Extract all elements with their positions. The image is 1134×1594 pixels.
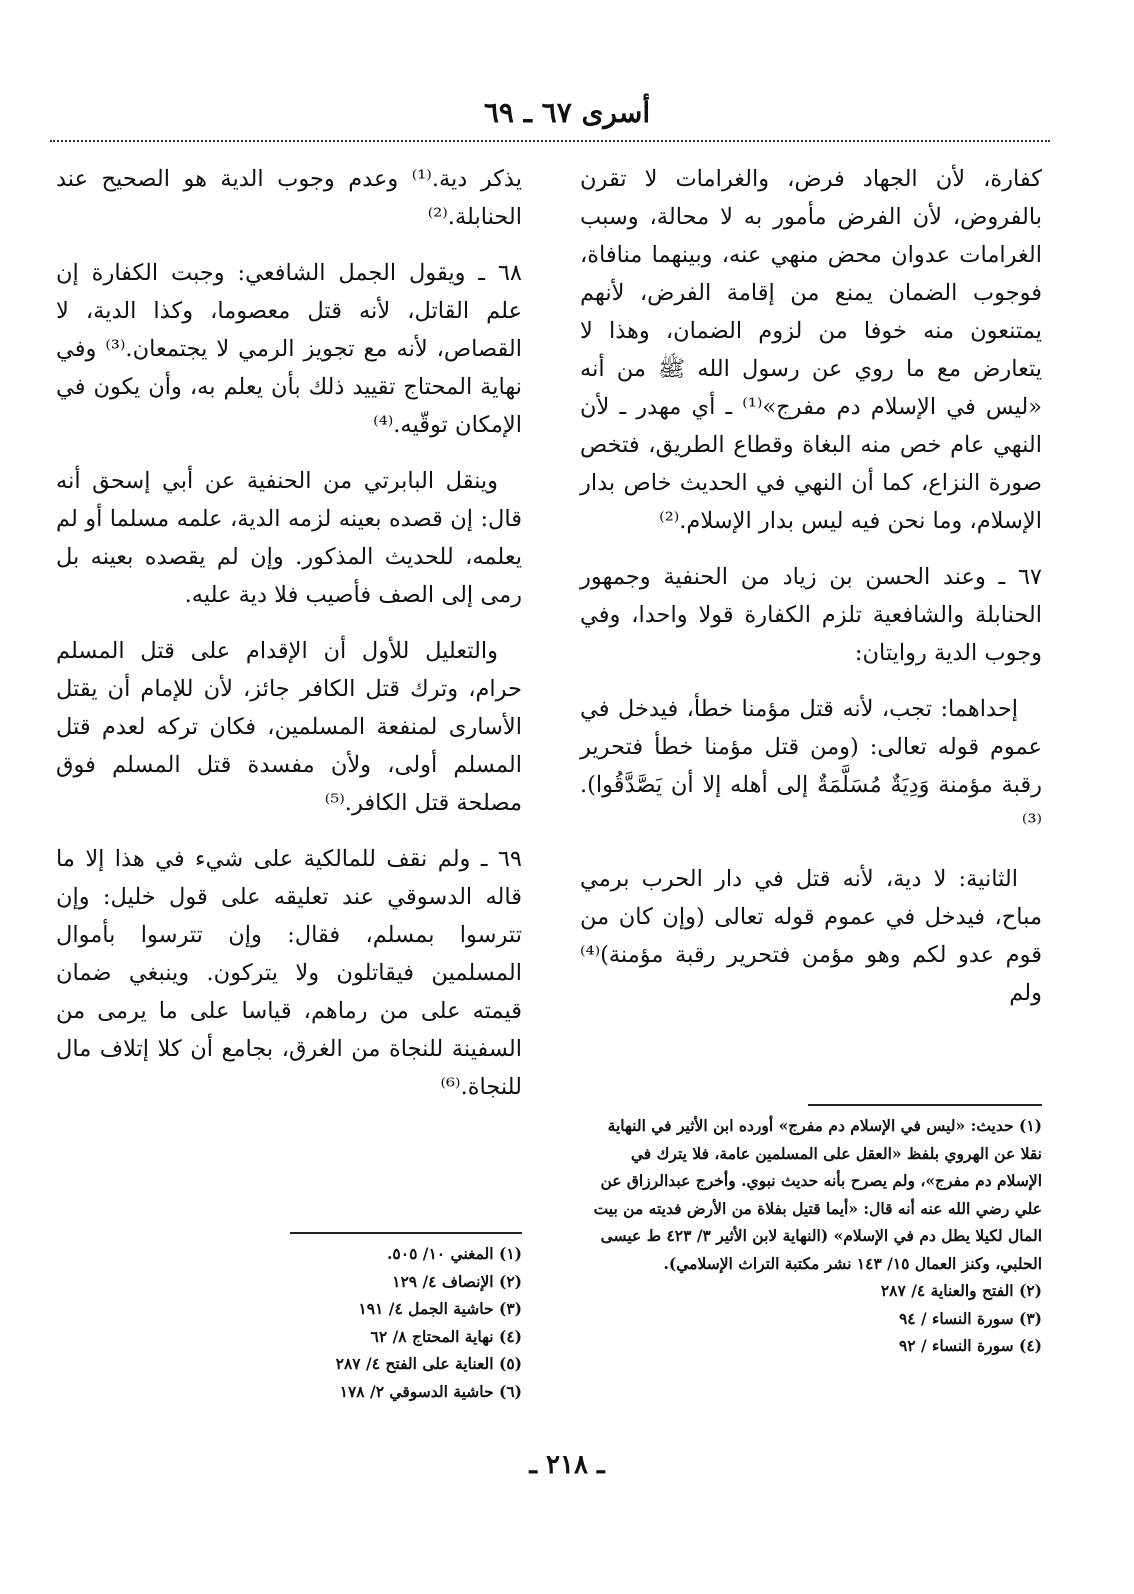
paragraph-67: ٦٧ ـ وعند الحسن بن زياد من الحنفية وجمهور الحنابلة والشافعية تلزم الكفارة قولا واحدا، وفي وجوب الدية روايتان: xyxy=(580,564,1042,666)
running-header: أسرى ٦٧ ـ ٦٩ xyxy=(483,96,651,129)
paragraph: إحداهما: تجب، لأنه قتل مؤمنا خطأ، فيدخل في عموم قوله تعالى: (ومن قتل مؤمنا خطأ فتحرير رقبة مؤمنة وَدِيَةٌ مُسَلَّمَةٌ إلى أهله إلا أن يَصَّدَّقُوا).⁽³⁾ xyxy=(580,696,1042,836)
footnote-divider xyxy=(808,1104,1042,1106)
footnote: (٤) سورة النساء / ٩٢ xyxy=(898,1336,1042,1355)
paragraph: والتعليل للأول أن الإقدام على قتل المسلم حرام، وترك قتل الكافر جائز، لأن للإمام أن يقتل الأسارى لمنفعة المسلمين، فكان تركه لعدم قتل المسلم أولى، ولأن مفسدة قتل المسلم فوق مصلحة قتل الكافر.⁽⁵⁾ xyxy=(56,638,522,816)
footnote: (٢) الفتح والعناية ٤/ ٢٨٧ xyxy=(880,1281,1042,1300)
right-column xyxy=(580,160,1042,1030)
paragraph: كفارة، لأن الجهاد فرض، والغرامات لا تقرن بالفروض، لأن الفرض مأمور به لا محالة، وسبب الغرامات عدوان محض منهي عنه، وبينهما منافاة، فوجوب الضمان يمنع من إقامة الفرض، لأنهم يمتنعون منه خوفا من لزوم الضمان، وهذا لا يتعارض مع ما روي عن رسول الله ﷺ من أنه «ليس في الإسلام دم مفرج»⁽¹⁾ ـ أي مهدر ـ لأن النهي عام خص منه البغاة وقطاع الطريق، فتخص صورة النزاع، كما أن النهي في الحديث خاص بدار الإسلام، وما نحن فيه ليس بدار الإسلام.⁽²⁾ xyxy=(580,166,1043,534)
page-number: ـ ٢١٨ ـ xyxy=(529,1450,605,1480)
footnote: (٢) الإنصاف ٤/ ١٢٩ xyxy=(392,1271,522,1291)
footnote-divider xyxy=(290,1232,522,1234)
footnote: (١) المغني ١٠/ ٥٠٥. xyxy=(387,1244,522,1263)
paragraph: وينقل البابرتي من الحنفية عن أبي إسحق أنه قال: إن قصده بعينه لزمه الدية، علمه مسلما أو لم يعلمه، للحديث المذكور. وإن لم يقصده بعينه بل رمى إلى الصف فأصيب فلا دية عليه. xyxy=(56,468,522,608)
footnotes-right xyxy=(590,1112,1042,1360)
footnote: (٣) سورة النساء / ٩٤ xyxy=(898,1308,1042,1328)
left-column xyxy=(56,160,522,1124)
paragraph-69: ٦٩ ـ ولم نقف للمالكية على شيء في هذا إلا ما قاله الدسوقي عند تعليقه على قول خليل: وإن تترسوا بمسلم، فقال: وإن تترسوا بأموال المسلمين فيقاتلون ولا يتركون. وينبغي ضمان قيمته على من رماهم، قياسا على ما يرمى من السفينة للنجاة من الغرق، بجامع أن كلا إتلاف مال للنجاة.⁽⁶⁾ xyxy=(56,846,522,1100)
footnote: (١) حديث: «ليس في الإسلام دم مفرج» أورده ابن الأثير في النهاية نقلا عن الهروي بلفظ «العقل على المسلمين عامة، فلا يترك في الإسلام دم مفرج»، ولم يصرح بأنه حديث نبوي. وأخرج عبدالرزاق عن علي رضي الله عنه أنه قال: «أيما قتيل بفلاة من الأرض فديته من بيت المال لكيلا يطل دم في الإسلام» (النهاية لابن الأثير ٣/ ٤٢٣ ط عيسى الحلبي، وكنز العمال ١٥/ ١٤٣ نشر مكتبة التراث الإسلامي). xyxy=(593,1116,1042,1273)
footnote: (٣) حاشية الجمل ٤/ ١٩١ xyxy=(358,1299,522,1318)
footnote: (٦) حاشية الدسوقي ٢/ ١٧٨ xyxy=(339,1381,522,1401)
paragraph: يذكر دية.⁽¹⁾ وعدم وجوب الدية هو الصحيح عند الحنابلة.⁽²⁾ xyxy=(56,166,523,230)
paragraph: الثانية: لا دية، لأنه قتل في دار الحرب برمي مباح، فيدخل في عموم قوله تعالى (وإن كان من قوم عدو لكم وهو مؤمن فتحرير رقبة مؤمنة)⁽⁴⁾ ولم xyxy=(580,866,1042,1006)
header-divider xyxy=(50,140,1050,142)
paragraph-68: ٦٨ ـ ويقول الجمل الشافعي: وجبت الكفارة إن علم القاتل، لأنه قتل معصوما، وكذا الدية، لا القصاص، لأنه مع تجويز الرمي لا يجتمعان.⁽³⁾ وفي نهاية المحتاج تقييد ذلك بأن يعلم به، وأن يكون في الإمكان توقّيه.⁽⁴⁾ xyxy=(56,260,522,438)
footnote: (٤) نهاية المحتاج ٨/ ٦٢ xyxy=(370,1326,522,1346)
footnotes-left xyxy=(300,1240,522,1405)
footnote: (٥) العناية على الفتح ٤/ ٢٨٧ xyxy=(335,1354,522,1373)
